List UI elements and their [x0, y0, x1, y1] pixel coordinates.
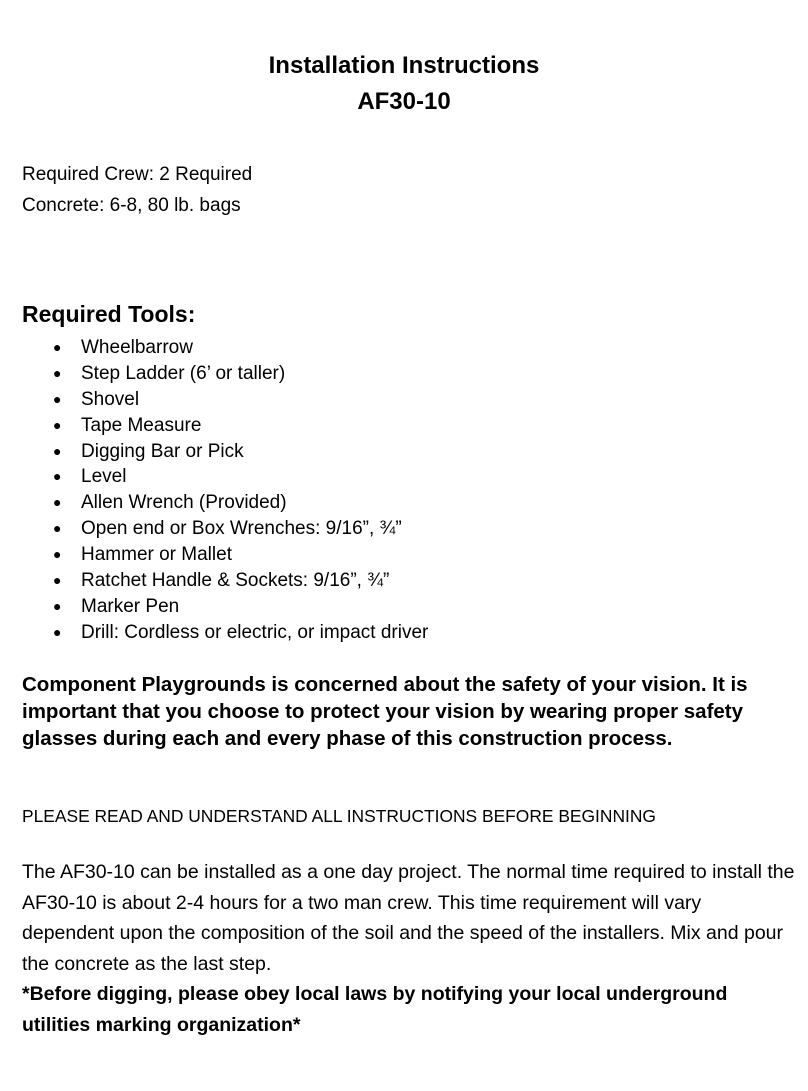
tool-label: Shovel: [81, 388, 140, 410]
tool-label: Digging Bar or Pick: [81, 440, 244, 462]
list-item: [0, 335, 428, 361]
tool-label: Step Ladder (6’ or taller): [81, 362, 286, 384]
bullet-icon: ●: [53, 390, 62, 407]
list-item: [0, 464, 428, 490]
safety-notice: Component Playgrounds is concerned about the safety of your vision. It is important that you choose to protect your vision by wearing proper safety glasses during each and every phase of this construction process.: [22, 673, 748, 750]
bullet-icon: ●: [53, 442, 62, 459]
list-item: [0, 568, 428, 594]
tools-list: [0, 335, 428, 646]
list-item: [0, 542, 428, 568]
bullet-icon: ●: [53, 494, 62, 511]
list-item: [0, 620, 428, 646]
tool-label: Hammer or Mallet: [81, 544, 232, 566]
document-title: Installation Instructions: [268, 52, 540, 79]
list-item: [0, 594, 428, 620]
tool-label: Level: [81, 466, 127, 488]
tool-label: Open end or Box Wrenches: 9/16”, ¾”: [81, 518, 402, 540]
concrete-requirement: Concrete: 6-8, 80 lb. bags: [22, 195, 241, 216]
bullet-icon: ●: [53, 572, 62, 589]
required-crew: Required Crew: 2 Required: [22, 164, 253, 185]
bullet-icon: ●: [53, 416, 62, 433]
bullet-icon: ●: [53, 468, 62, 485]
tool-label: Allen Wrench (Provided): [81, 492, 287, 514]
bullet-icon: ●: [53, 546, 62, 563]
bullet-icon: ●: [53, 520, 62, 537]
project-description: The AF30-10 can be installed as a one day project. The normal time required to install the AF30-10 is about 2-4 hours for a two man crew. This time requirement will vary dependent upon the composition of the soil and the speed of the installers. Mix and pour the concrete as the last step.: [22, 861, 795, 975]
model-number: AF30-10: [357, 88, 451, 115]
tools-heading: Required Tools:: [22, 301, 196, 327]
bullet-icon: ●: [53, 597, 62, 614]
bullet-icon: ●: [53, 364, 62, 381]
bullet-icon: ●: [53, 339, 62, 355]
list-item: [0, 490, 428, 516]
tool-label: Ratchet Handle & Sockets: 9/16”, ¾”: [81, 570, 390, 592]
list-item: [0, 387, 428, 413]
bullet-icon: ●: [53, 623, 62, 640]
list-item: [0, 361, 428, 387]
tool-label: Wheelbarrow: [81, 337, 193, 358]
list-item: [0, 516, 428, 542]
list-item: [0, 439, 428, 465]
tool-label: Marker Pen: [81, 595, 180, 617]
read-instructions-notice: PLEASE READ AND UNDERSTAND ALL INSTRUCTIONS BEFORE BEGINNING: [22, 806, 656, 826]
tool-label: Tape Measure: [81, 414, 202, 436]
digging-warning: *Before digging, please obey local laws by notifying your local underground utilities marking organization*: [22, 983, 728, 1036]
list-item: [0, 413, 428, 439]
tool-label: Drill: Cordless or electric, or impact driver: [81, 621, 429, 643]
